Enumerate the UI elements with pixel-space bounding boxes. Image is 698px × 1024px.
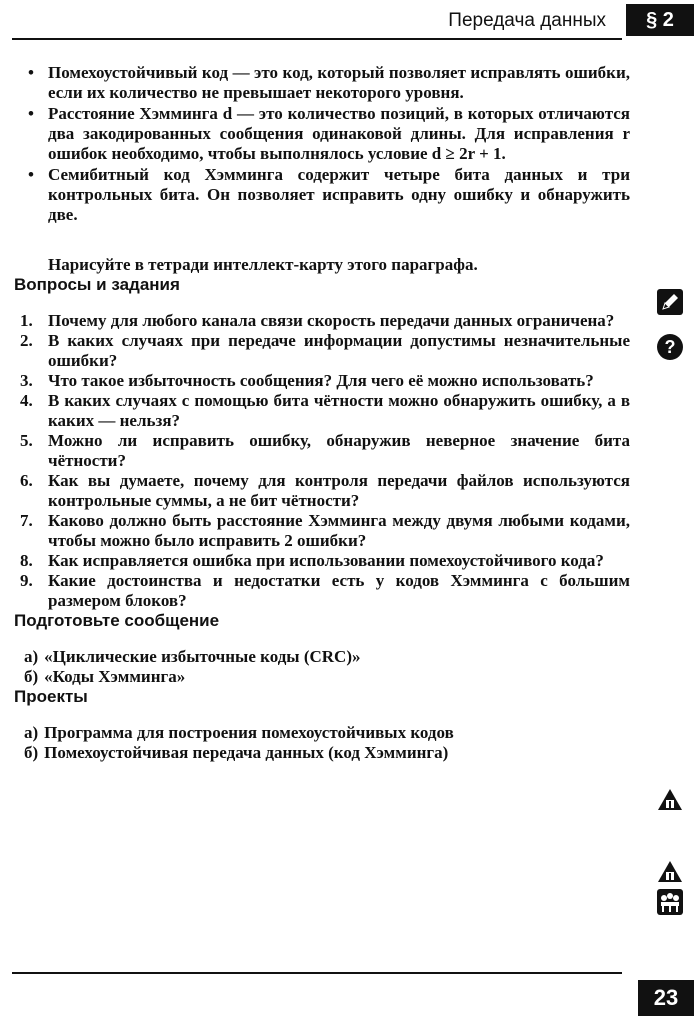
question-item <box>14 311 630 331</box>
question-text: Что такое избыточность сообщения? Для чего её можно использовать? <box>48 371 594 390</box>
question-number: 3. <box>20 371 33 390</box>
question-number: 8. <box>20 551 33 570</box>
page-content <box>14 63 630 763</box>
group-icon <box>656 888 684 916</box>
question-item <box>14 391 630 431</box>
message-list <box>14 647 630 687</box>
section-badge: § 2 <box>626 4 694 36</box>
questions-list <box>14 311 630 611</box>
message-heading: Подготовьте сообщение <box>14 611 220 630</box>
item-letter: б) <box>24 667 39 686</box>
question-text: Как исправляется ошибка при использовании помехоустойчивого кода? <box>48 551 604 570</box>
question-item <box>14 511 630 551</box>
summary-item: • Расстояние Хэмминга d — это количество позиций, в которых отличаются два закодированных сообщения одинаковой длины. Для исправления r ошибок необходимо, чтобы выполнялось условие d ≥ 2r + 1. <box>14 104 630 164</box>
pencil-icon <box>656 288 684 316</box>
summary-list <box>14 63 630 225</box>
item-letter: а) <box>24 647 39 666</box>
questions-heading: Вопросы и задания <box>14 275 180 294</box>
item-text: «Коды Хэмминга» <box>44 667 186 686</box>
item-text: Помехоустойчивая передача данных (код Хэмминга) <box>44 743 449 762</box>
question-text: В каких случаях с помощью бита чётности можно обнаружить ошибку, а в каких — нельзя? <box>48 391 630 430</box>
summary-item: • Семибитный код Хэмминга содержит четыре бита данных и три контрольных бита. Он позволяет исправить одну ошибку и обнаружить две. <box>14 165 630 225</box>
question-number: 1. <box>20 311 33 330</box>
message-item <box>14 647 630 667</box>
question-item <box>14 471 630 511</box>
mind-map-task: Нарисуйте в тетради интеллект-карту этого параграфа. <box>48 255 478 274</box>
item-letter: а) <box>24 723 39 742</box>
question-number: 6. <box>20 471 33 490</box>
question-number: 2. <box>20 331 33 350</box>
question-number: 7. <box>20 511 33 530</box>
message-item <box>14 667 630 687</box>
question-text: Почему для любого канала связи скорость передачи данных ограничена? <box>48 311 615 330</box>
question-text: В каких случаях при передаче информации допустимы незначительные ошибки? <box>48 331 630 370</box>
top-rule <box>12 38 622 40</box>
question-item <box>14 371 630 391</box>
project-item <box>14 743 630 763</box>
bottom-rule <box>12 972 622 974</box>
question-number: 9. <box>20 571 33 590</box>
question-text: Как вы думаете, почему для контроля передачи файлов используются контрольные суммы, а не бит чётности? <box>48 471 630 510</box>
svg-text:?: ? <box>664 337 676 357</box>
question-icon <box>656 333 684 361</box>
house-icon <box>656 786 684 814</box>
item-text: «Циклические избыточные коды (CRC)» <box>44 647 361 666</box>
question-item <box>14 331 630 371</box>
question-text: Каково должно быть расстояние Хэмминга между двумя любыми кодами, чтобы можно было исправить 2 ошибки? <box>48 511 630 550</box>
question-text: Какие достоинства и недостатки есть у кодов Хэмминга с большим размером блоков? <box>48 571 630 610</box>
page-header <box>0 0 698 40</box>
projects-list <box>14 723 630 763</box>
question-item <box>14 431 630 471</box>
question-number: 5. <box>20 431 33 450</box>
summary-item: • Помехоустойчивый код — это код, который позволяет исправлять ошибки, если их количество не превышает некоторого уровня. <box>14 63 630 103</box>
projects-heading: Проекты <box>14 687 88 706</box>
running-title: Передача данных <box>448 10 606 31</box>
item-letter: б) <box>24 743 39 762</box>
project-item <box>14 723 630 743</box>
item-text: Программа для построения помехоустойчивых кодов <box>44 723 454 742</box>
question-number: 4. <box>20 391 33 410</box>
question-text: Можно ли исправить ошибку, обнаружив неверное значение бита чётности? <box>48 431 630 470</box>
question-item <box>14 551 630 571</box>
question-item <box>14 571 630 611</box>
page-number: 23 <box>638 980 694 1016</box>
house-icon <box>656 858 684 886</box>
